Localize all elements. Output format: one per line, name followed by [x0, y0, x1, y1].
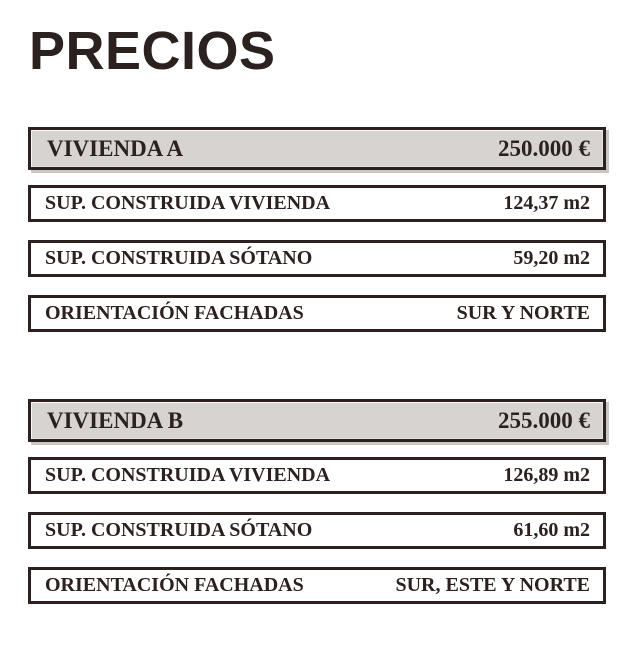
row-value: 124,37 m2: [503, 192, 590, 214]
header-label: VIVIENDA A: [47, 135, 184, 161]
row-label: ORIENTACIÓN FACHADAS: [45, 574, 304, 596]
table-row: [28, 295, 606, 332]
table-row: [28, 185, 606, 222]
price-table-vivienda-a: [0, 127, 636, 332]
table-header-row: [28, 399, 606, 442]
row-value: 61,60 m2: [513, 519, 590, 541]
table-row: [28, 567, 606, 604]
header-price-value: 250.000 €: [498, 135, 590, 161]
row-value: 59,20 m2: [513, 247, 590, 269]
row-label: ORIENTACIÓN FACHADAS: [45, 302, 304, 324]
header-label: VIVIENDA B: [47, 407, 184, 433]
table-row: [28, 512, 606, 549]
row-label: SUP. CONSTRUIDA VIVIENDA: [45, 464, 331, 486]
row-value: 126,89 m2: [503, 464, 590, 486]
table-row: [28, 240, 606, 277]
row-value: SUR Y NORTE: [456, 302, 590, 324]
table-header-row: [28, 127, 606, 170]
price-table-vivienda-b: [0, 399, 636, 604]
row-label: SUP. CONSTRUIDA VIVIENDA: [45, 192, 331, 214]
table-row: [28, 457, 606, 494]
row-label: SUP. CONSTRUIDA SÓTANO: [45, 519, 313, 541]
row-value: SUR, ESTE Y NORTE: [395, 574, 590, 596]
header-price-value: 255.000 €: [498, 407, 590, 433]
page-title: PRECIOS: [29, 21, 276, 81]
row-label: SUP. CONSTRUIDA SÓTANO: [45, 247, 313, 269]
